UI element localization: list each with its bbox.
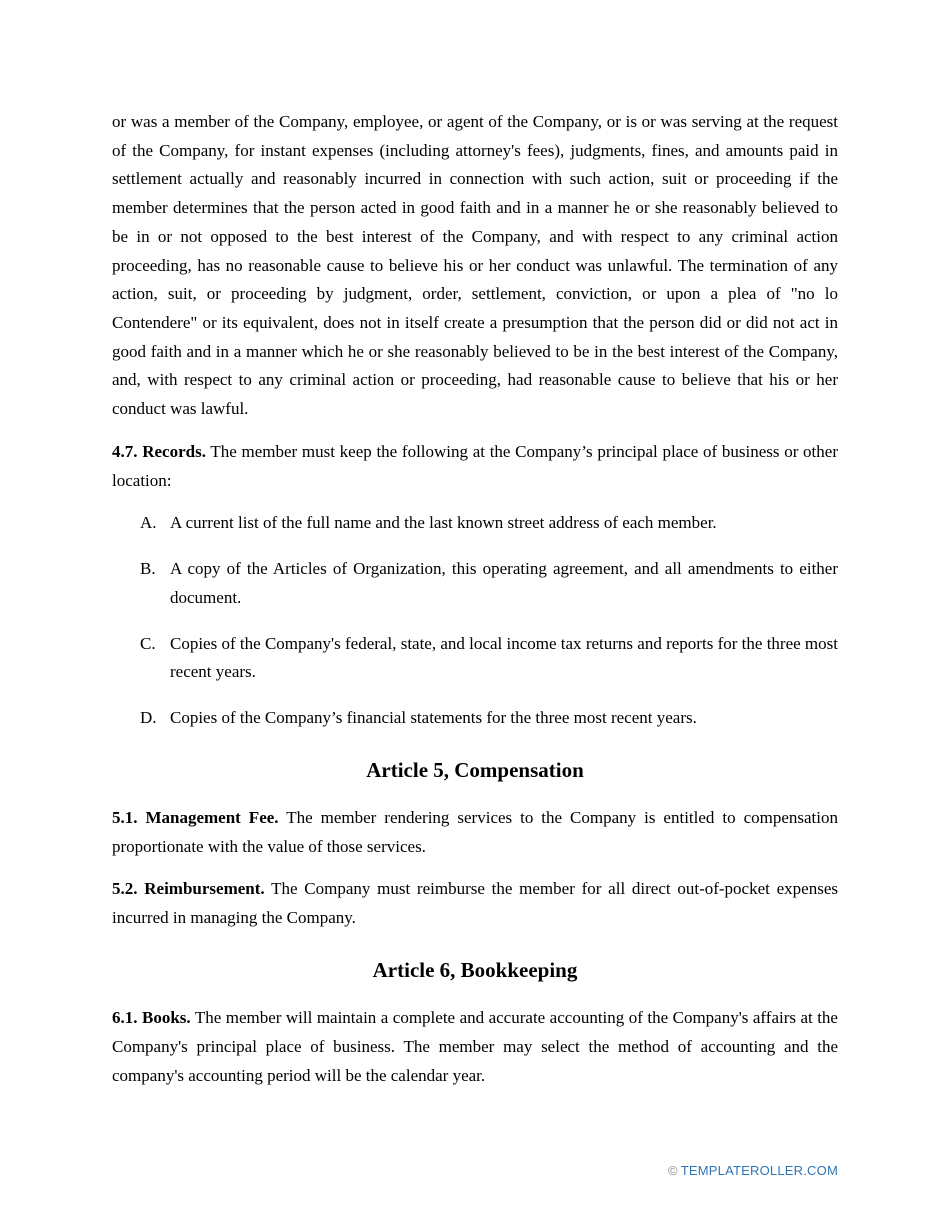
section-5-2-label: 5.2. Reimbursement. [112,879,265,899]
section-5-2-text: The Company must reimburse the member for all direct out-of-pocket expenses incurred in managing the Company. [112,879,838,928]
copyright-icon: © [667,1163,678,1178]
records-list [112,509,838,732]
article-5-heading: Article 5, Compensation [366,757,584,782]
list-item [112,555,838,612]
article-6-heading: Article 6, Bookkeeping [372,957,578,982]
list-item-text: A copy of the Articles of Organization, this operating agreement, and all amendments to either document. [170,559,838,607]
continuation-paragraph [112,108,838,424]
section-5-1 [112,804,838,861]
list-item-text: Copies of the Company's federal, state, and local income tax returns and reports for the three most recent years. [170,633,838,682]
section-6-1 [112,1004,838,1090]
list-item-letter: A. [140,513,157,533]
list-item-text: Copies of the Company’s financial statements for the three most recent years. [170,707,697,727]
section-5-2 [112,875,838,932]
templateroller-link[interactable]: TEMPLATEROLLER.COM [680,1163,838,1178]
section-6-1-text: The member will maintain a complete and accurate accounting of the Company's affairs at the Company's principal place of business. The member may select the method of accounting and the company's accounting period will be the calendar year. [112,1008,838,1085]
page-footer [668,1163,838,1178]
list-item-text: A current list of the full name and the last known street address of each member. [170,513,717,533]
list-item [112,630,838,687]
section-4-7-label: 4.7. Records. [112,441,206,461]
list-item-letter: B. [140,559,156,579]
list-item [112,704,838,733]
section-5-1-label: 5.1. Management Fee. [112,807,279,827]
list-item-letter: C. [140,633,156,653]
section-4-7 [112,438,838,495]
list-item [112,509,838,538]
section-6-1-label: 6.1. Books. [112,1008,191,1028]
section-5-1-text: The member rendering services to the Company is entitled to compensation proportionate with the value of those services. [112,807,839,856]
continuation-paragraph-text: or was a member of the Company, employee, or agent of the Company, or is or was serving at the request of the Company, for instant expenses (including attorney's fees), judgments, fines, and amounts paid in settlement actually and reasonably incurred in connection with such action, suit or proceeding if the member determines that the person acted in good faith and in a manner he or she reasonably believed to be in or not opposed to the best interest of the Company, and with respect to any criminal action proceeding, has no reasonable cause to believe his or her conduct was unlawful. The termination of any action, suit, or proceeding by judgment, order, settlement, conviction, or upon a plea of "no lo Contendere" or its equivalent, does not in itself create a presumption that the person did or did not act in good faith and in a manner which he or she reasonably believed to be in the best interest of the Company, and, with respect to any criminal action or proceeding, had reasonable cause to believe that his or her conduct was lawful. [112,112,838,419]
section-4-7-text: The member must keep the following at the Company’s principal place of business or other location: [112,441,838,490]
list-item-letter: D. [140,707,157,727]
